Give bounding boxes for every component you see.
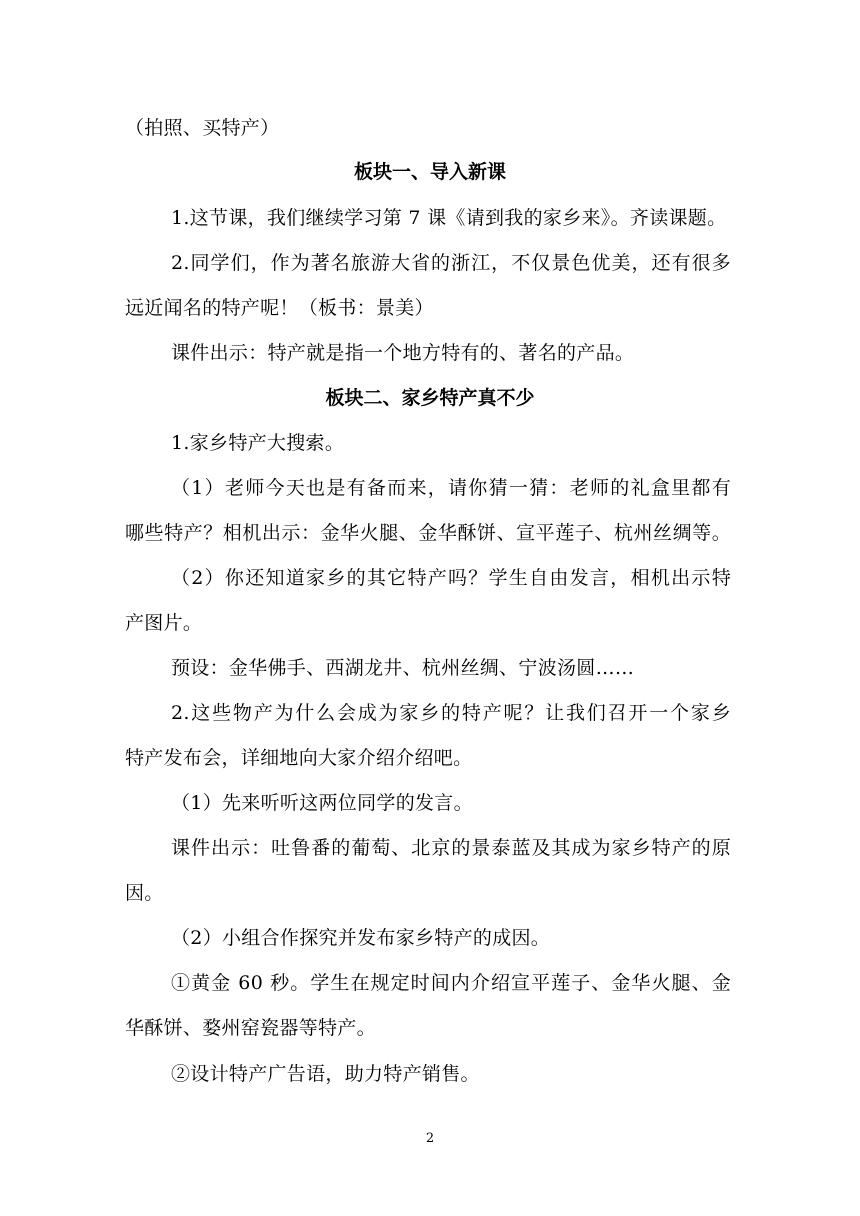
paragraph-line: （2）你还知道家乡的其它特产吗？学生自由发言，相机出示特 <box>171 567 731 589</box>
paragraph-line: ②设计特产广告语，助力特产销售。 <box>171 1063 480 1085</box>
section-heading: 板块一、导入新课 <box>353 161 506 183</box>
paragraph-line: （1）老师今天也是有备而来，请你猜一猜：老师的礼盒里都有 <box>171 477 731 499</box>
page-number: 2 <box>425 1131 435 1146</box>
section-heading: 板块二、家乡特产真不少 <box>325 387 535 409</box>
paragraph-line: 课件出示：特产就是指一个地方特有的、著名的产品。 <box>171 342 635 364</box>
paragraph-line: 华酥饼、婺州窑瓷器等特产。 <box>125 1017 376 1039</box>
paragraph-line: 预设：金华佛手、西湖龙井、杭州丝绸、宁波汤圆…… <box>171 657 635 679</box>
paragraph-line: 哪些特产？相机出示：金华火腿、金华酥饼、宣平莲子、杭州丝绸等。 <box>125 522 731 544</box>
paragraph-line: ①黄金 60 秒。学生在规定时间内介绍宣平莲子、金华火腿、金 <box>171 972 731 994</box>
paragraph-line: 产图片。 <box>125 612 203 634</box>
paragraph-line: 课件出示：吐鲁番的葡萄、北京的景泰蓝及其成为家乡特产的原 <box>171 837 731 859</box>
paragraph-line: 因。 <box>125 882 164 904</box>
paragraph-line: 1.这节课，我们继续学习第 7 课《请到我的家乡来》。齐读课题。 <box>171 207 727 229</box>
paragraph-line: （拍照、买特产） <box>125 117 280 139</box>
paragraph-line: 2.同学们，作为著名旅游大省的浙江，不仅景色优美，还有很多 <box>171 252 731 274</box>
paragraph-line: 2.这些物产为什么会成为家乡的特产呢？让我们召开一个家乡 <box>171 702 731 724</box>
paragraph-line: （2）小组合作探究并发布家乡特产的成因。 <box>171 927 551 949</box>
paragraph-line: 特产发布会，详细地向大家介绍介绍吧。 <box>125 747 473 769</box>
paragraph-line: （1）先来听听这两位同学的发言。 <box>171 792 473 814</box>
paragraph-line: 1.家乡特产大搜索。 <box>171 432 345 454</box>
paragraph-line: 远近闻名的特产呢！（板书：景美） <box>125 297 434 319</box>
